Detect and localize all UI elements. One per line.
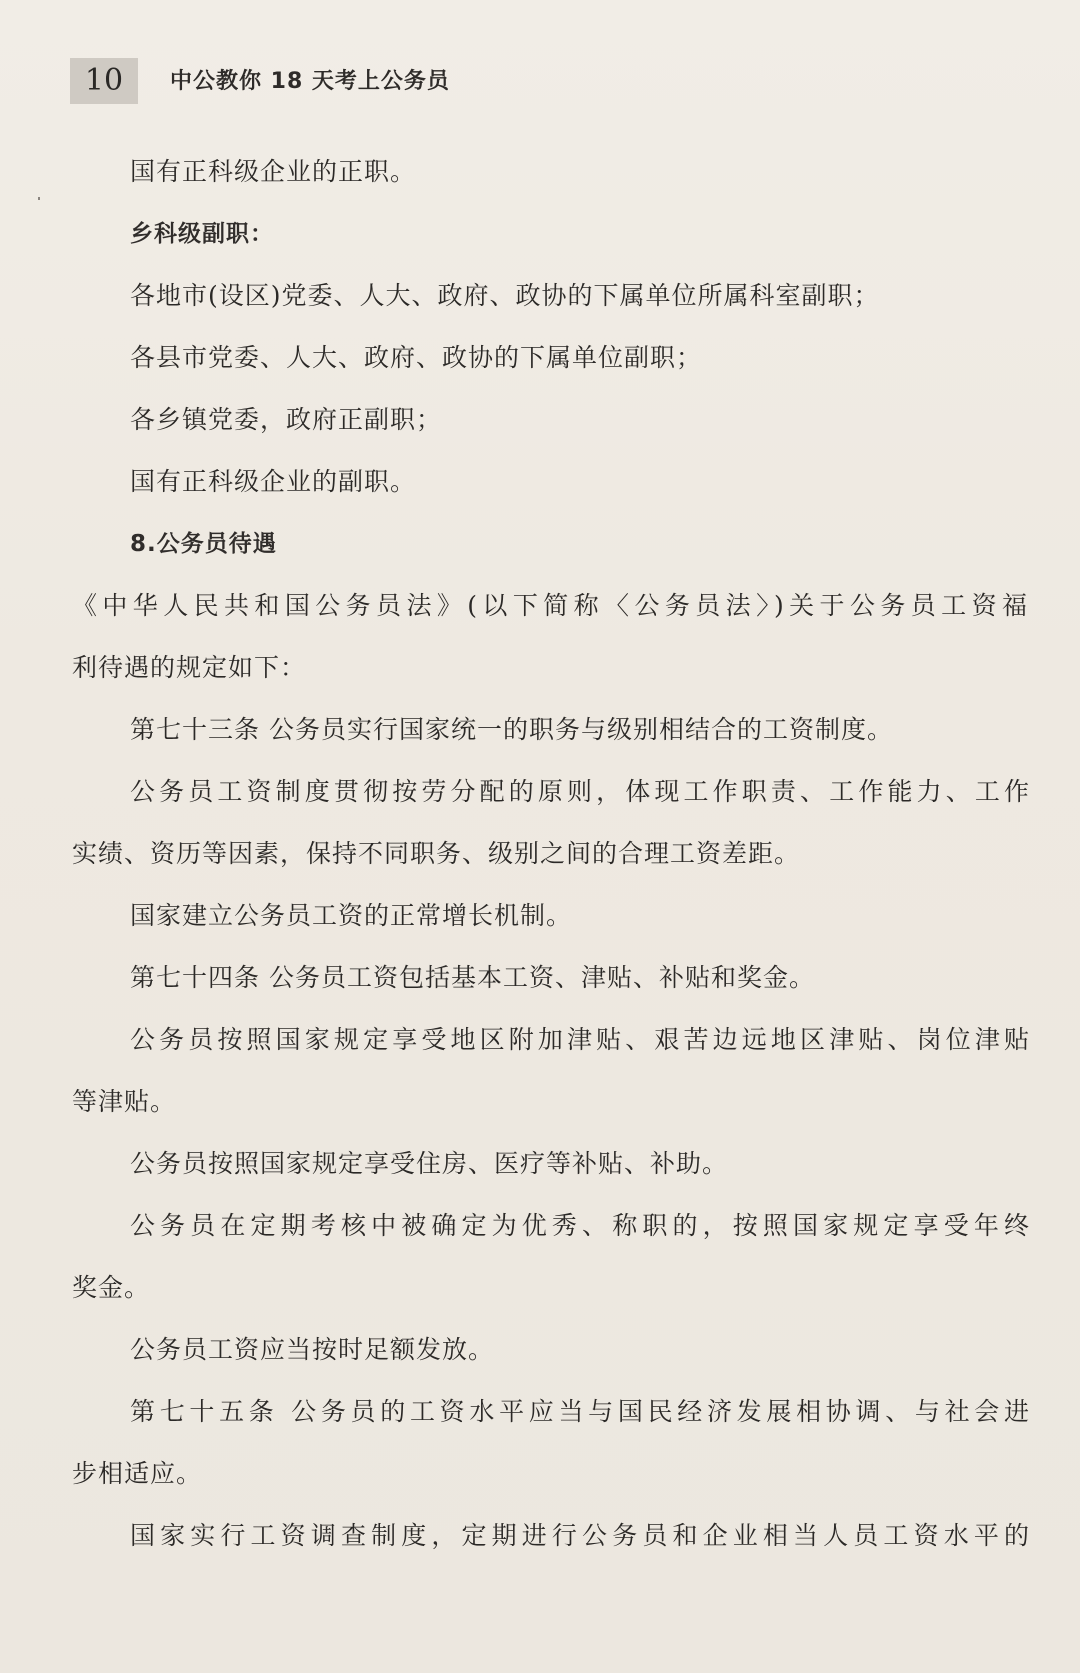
text-line: 国有正科级企业的正职。 xyxy=(130,157,417,186)
print-speck xyxy=(38,197,40,200)
text-line: 国有正科级企业的副职。 xyxy=(130,467,417,496)
text-line: 国家实行工资调查制度，定期进行公务员和企业相当人员工资水平的 xyxy=(130,1521,1030,1550)
page-number: 10 xyxy=(70,58,138,104)
page-header xyxy=(70,58,670,108)
text-line: 等津贴。 xyxy=(72,1087,177,1116)
section-heading: 8.公务员待遇 xyxy=(130,531,277,557)
text-line: 奖金。 xyxy=(72,1273,151,1302)
text-line: 国家建立公务员工资的正常增长机制。 xyxy=(130,901,573,930)
text-line: 公务员工资制度贯彻按劳分配的原则，体现工作职责、工作能力、工作 xyxy=(130,777,1030,806)
text-line: 《中华人民共和国公务员法》(以下简称〈公务员法〉)关于公务员工资福 xyxy=(72,591,1028,620)
text-line: 各地市(设区)党委、人大、政府、政协的下属单位所属科室副职； xyxy=(130,281,880,310)
section-subheading: 乡科级副职： xyxy=(130,221,274,247)
text-line: 公务员在定期考核中被确定为优秀、称职的，按照国家规定享受年终 xyxy=(130,1211,1030,1240)
text-line: 公务员工资应当按时足额发放。 xyxy=(130,1335,495,1364)
text-line: 第七十三条 公务员实行国家统一的职务与级别相结合的工资制度。 xyxy=(130,715,893,744)
text-line: 第七十四条 公务员工资包括基本工资、津贴、补贴和奖金。 xyxy=(130,963,815,992)
text-line: 公务员按照国家规定享受住房、医疗等补贴、补助。 xyxy=(130,1149,729,1178)
book-title: 中公教你 18 天考上公务员 xyxy=(170,69,450,94)
text-line: 步相适应。 xyxy=(72,1459,203,1488)
text-line: 各县市党委、人大、政府、政协的下属单位副职； xyxy=(130,343,703,372)
text-line: 利待遇的规定如下： xyxy=(72,653,307,682)
text-line: 公务员按照国家规定享受地区附加津贴、艰苦边远地区津贴、岗位津贴 xyxy=(130,1025,1030,1054)
text-line: 各乡镇党委，政府正副职； xyxy=(130,405,443,434)
text-line: 实绩、资历等因素，保持不同职务、级别之间的合理工资差距。 xyxy=(72,839,801,868)
text-line: 第七十五条 公务员的工资水平应当与国民经济发展相协调、与社会进 xyxy=(130,1397,1030,1426)
